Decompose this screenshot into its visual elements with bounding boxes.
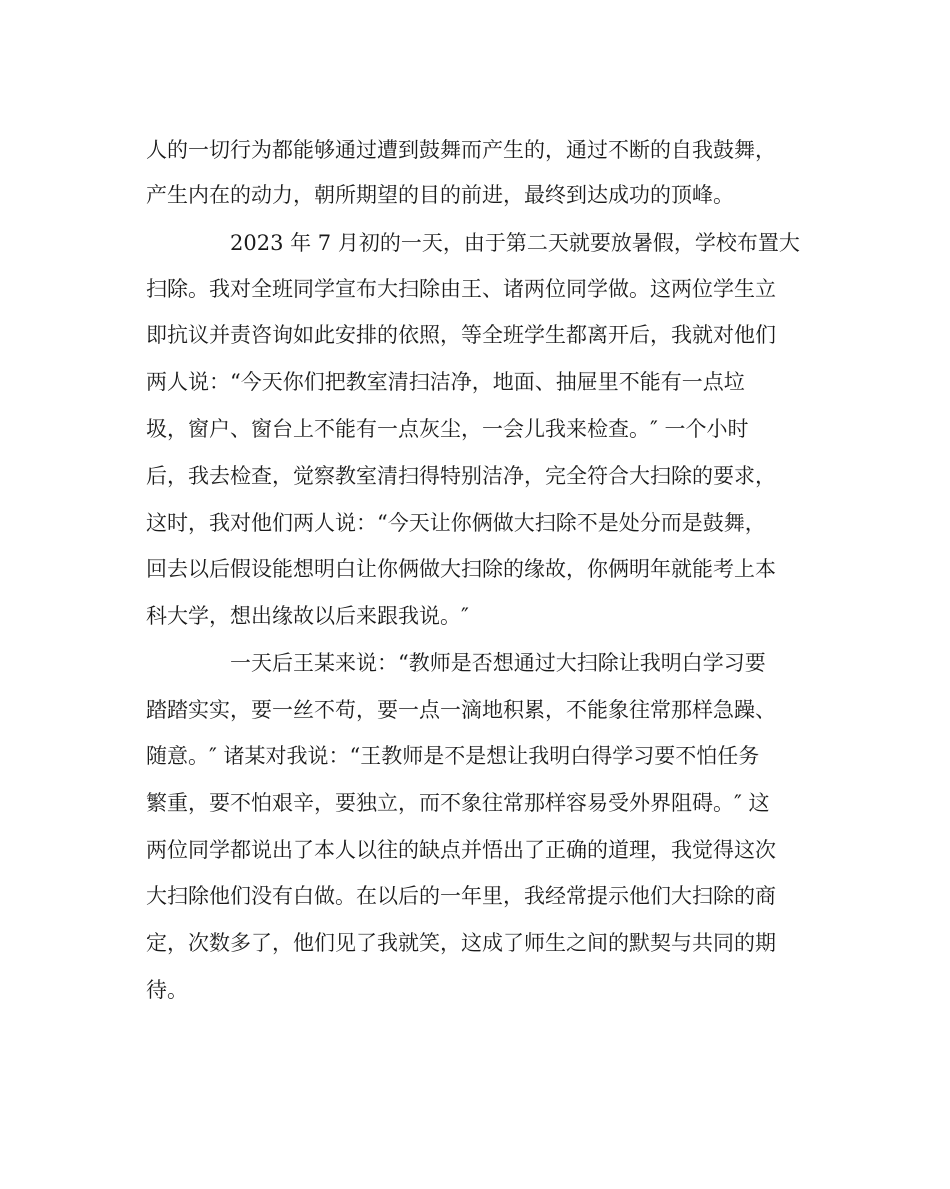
text-line: 定，次数多了，他们见了我就笑，这成了师生之间的默契与共同的期: [146, 931, 776, 955]
paragraph-first-line: 一天后王某来说：“教师是否想通过大扫除让我明白学习要: [230, 651, 766, 675]
text-line: 待。: [146, 978, 188, 1002]
text-line: 圾，窗户、窗台上不能有一点灰尘，一会儿我来检查。″ 一个小时: [146, 417, 749, 441]
text-line: 后，我去检查，觉察教室清扫得特别洁净，完全符合大扫除的要求，: [146, 464, 776, 488]
text-line: 大扫除他们没有白做。在以后的一年里，我经常提示他们大扫除的商: [146, 884, 776, 908]
text-line: 繁重，要不怕艰辛，要独立，而不象往常那样容易受外界阻碍。″ 这: [146, 791, 770, 815]
text-line: 人的一切行为都能够通过遭到鼓舞而产生的，通过不断的自我鼓舞，: [146, 138, 776, 162]
text-line: 踏踏实实，要一丝不苟，要一点一滴地积累，不能象往常那样急躁、: [146, 698, 776, 722]
text-line: 产生内在的动力，朝所期望的目的前进，最终到达成功的顶峰。: [146, 183, 734, 207]
text-line: 回去以后假设能想明白让你俩做大扫除的缘故，你俩明年就能考上本: [146, 557, 776, 581]
text-line: 两位同学都说出了本人以往的缺点并悟出了正确的道理，我觉得这次: [146, 838, 776, 862]
text-line: 这时，我对他们两人说：“今天让你俩做大扫除不是处分而是鼓舞，: [146, 511, 766, 535]
text-line: 两人说：“今天你们把教室清扫洁净，地面、抽屉里不能有一点垃: [146, 370, 745, 394]
text-line: 随意。″ 诸某对我说：“王教师是不是想让我明白得学习要不怕任务: [146, 744, 760, 768]
text-line: 科大学，想出缘故以后来跟我说。″: [146, 604, 469, 628]
text-line: 即抗议并责咨询如此安排的依照，等全班学生都离开后，我就对他们: [146, 323, 776, 347]
text-line: 扫除。我对全班同学宣布大扫除由王、诸两位同学做。这两位学生立: [146, 277, 776, 301]
paragraph-first-line: 2023 年 7 月初的一天，由于第二天就要放暑假，学校布置大: [230, 231, 800, 255]
